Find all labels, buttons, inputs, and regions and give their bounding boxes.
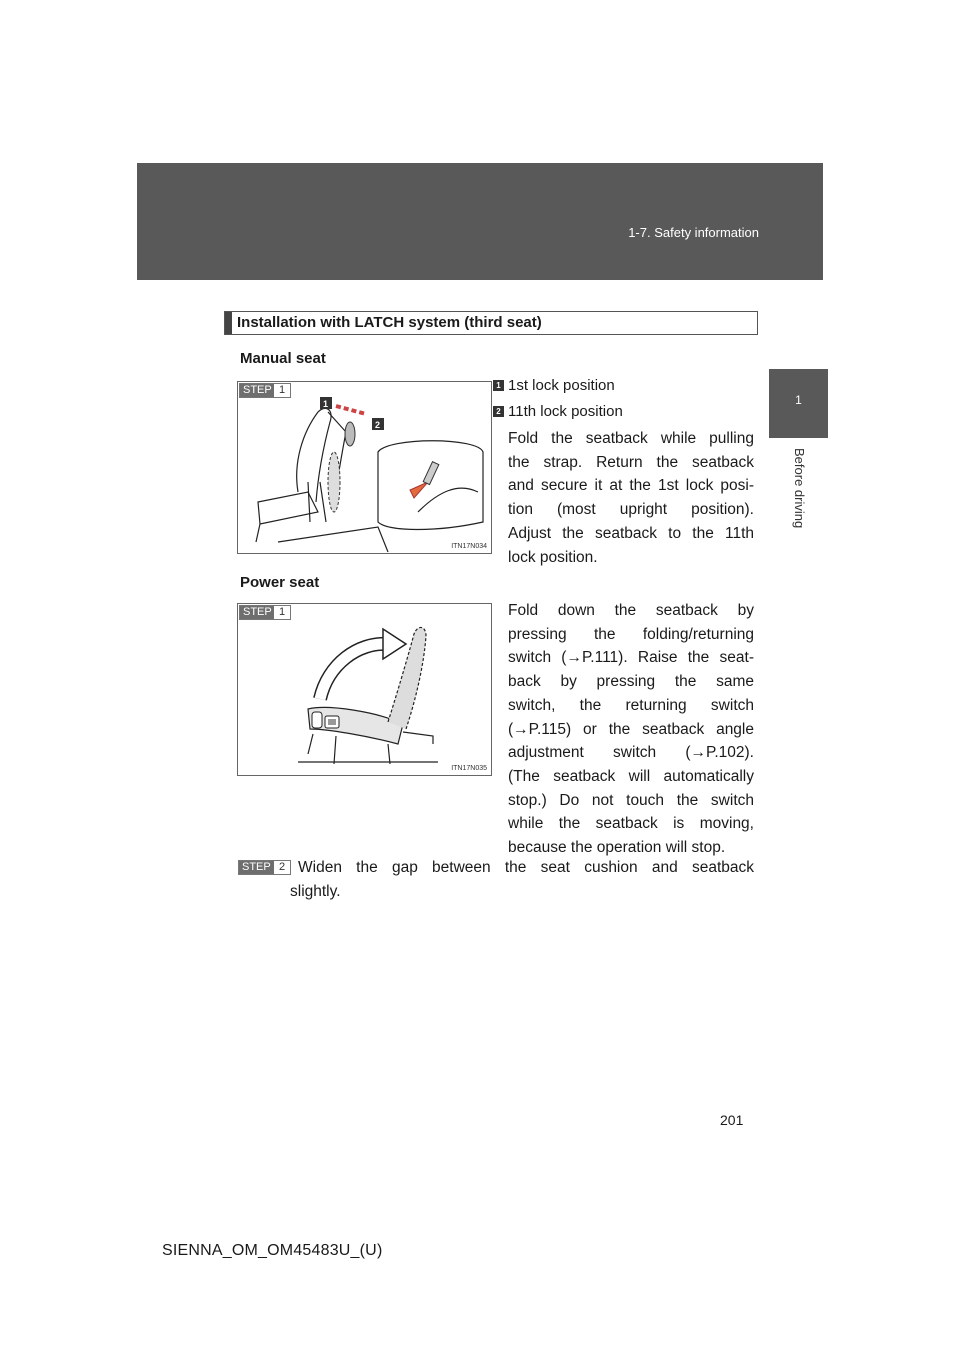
figure-code: ITN17N035 bbox=[451, 765, 487, 772]
callout-text: 1st lock position bbox=[508, 377, 615, 394]
callout-item-1 bbox=[496, 377, 615, 394]
manual-seat-instructions: Fold the seatback while pulling the strap. Return the seatback and secure it at the 1st lock posi- tion (most upright position). Adjust the seatback to the 11th lock position. bbox=[508, 430, 754, 566]
section-title-box bbox=[224, 311, 758, 335]
seat-fold-illustration bbox=[238, 382, 491, 553]
figure-code: ITN17N034 bbox=[451, 543, 487, 550]
svg-text:1: 1 bbox=[323, 399, 329, 409]
manual-seat-figure bbox=[237, 381, 492, 554]
svg-text:2: 2 bbox=[375, 420, 381, 430]
power-seat-heading: Power seat bbox=[240, 574, 320, 591]
section-title: Installation with LATCH system (third seat) bbox=[237, 314, 542, 331]
header-band bbox=[137, 163, 823, 280]
chapter-label-text: Before driving bbox=[792, 448, 807, 529]
power-seat-instructions: Fold down the seatback by pressing the folding/returning switch (→P.111). Raise the seat- back by pressing the same switch, the returning switch (→P.115) or the seatback angle adjustment switch (→P.102). (The seatback will automatically stop.) Do not touch the switch while the seatback is moving, because the operation will stop. bbox=[508, 602, 754, 857]
manual-seat-heading: Manual seat bbox=[240, 350, 326, 367]
chapter-tab[interactable] bbox=[769, 369, 828, 438]
section-title-bar bbox=[225, 312, 232, 334]
step-2-badge: STEP 2 bbox=[238, 860, 291, 875]
callout-number-icon: 1 bbox=[493, 380, 504, 391]
callout-number-icon: 2 bbox=[493, 406, 504, 417]
section-breadcrumb: 1-7. Safety information bbox=[628, 225, 759, 240]
power-seat-figure bbox=[237, 603, 492, 776]
callout-text: 11th lock position bbox=[508, 403, 623, 420]
callout-item-2 bbox=[496, 403, 623, 420]
page-number: 201 bbox=[720, 1112, 744, 1128]
power-seat-illustration bbox=[238, 604, 491, 775]
step-badge: STEP 1 bbox=[239, 605, 291, 620]
chapter-number: 1 bbox=[795, 393, 802, 407]
footer-doc-id: SIENNA_OM_OM45483U_(U) bbox=[162, 1242, 383, 1259]
chapter-label bbox=[770, 448, 828, 558]
step-badge: STEP 1 bbox=[239, 383, 291, 398]
step-2-text: Widen the gap between the seat cushion and seatback slightly. bbox=[290, 859, 754, 900]
